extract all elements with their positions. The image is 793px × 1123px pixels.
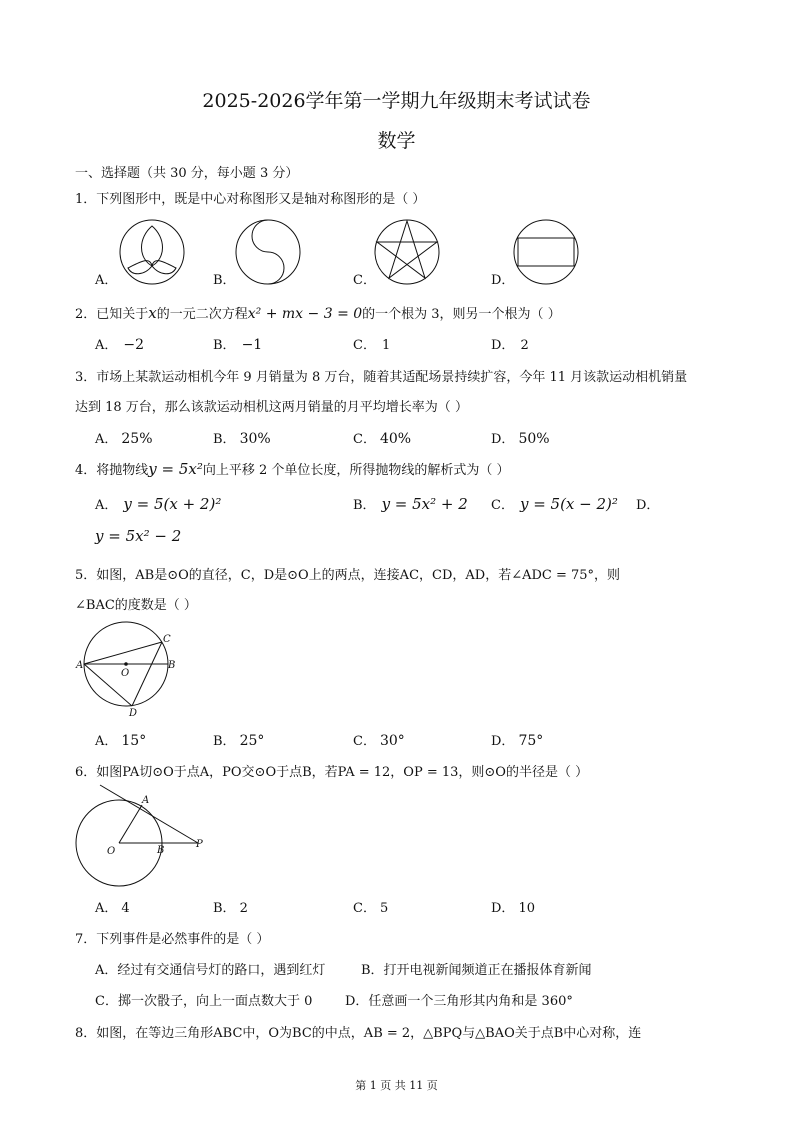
q2-stem — [75, 303, 561, 322]
q6-label-o: O — [107, 846, 116, 857]
q2-option-a: A． −2 — [95, 337, 145, 353]
q6-option-b: B． 2 — [213, 901, 248, 916]
q5-line2: ∠BAC的度数是（ ） — [75, 598, 197, 613]
q1-figure-a-icon — [118, 218, 188, 288]
q7-stem: 7．下列事件是必然事件的是（ ） — [75, 932, 270, 947]
exam-title: 2025-2026学年第一学期九年级期末考试试卷 — [202, 90, 591, 112]
q6-figure — [70, 785, 220, 895]
q6-option-c: C． 5 — [353, 901, 389, 916]
q3-option-d: D． 50% — [491, 431, 550, 447]
q3-line2: 达到 18 万台，那么该款运动相机这两月销量的月平均增长率为（ ） — [75, 400, 468, 415]
q1-figure-b-icon — [236, 218, 306, 288]
q1-option-b: B． — [213, 273, 236, 288]
q1-option-d: D． — [491, 273, 515, 288]
q2-option-b: B． −1 — [213, 337, 263, 353]
q4-option-b: B． y = 5x² + 2 — [353, 495, 468, 513]
q5-label-d: D — [129, 708, 138, 719]
q5-label-o: O — [121, 668, 130, 679]
q5-label-a: A — [76, 660, 84, 671]
q4-stem: 4．将抛物线y = 5x²向上平移 2 个单位长度，所得抛物线的解析式为（ ） — [75, 460, 510, 478]
q5-figure — [70, 620, 190, 720]
q1-option-a: A． — [95, 273, 118, 288]
q6-label-p: P — [196, 839, 203, 850]
q3-option-b: B． 30% — [213, 431, 271, 447]
q3-option-a: A． 25% — [95, 431, 153, 447]
q2-option-c: C． 1 — [353, 338, 391, 353]
q5-option-b: B． 25° — [213, 733, 265, 749]
q1-option-c: C． — [353, 273, 376, 288]
q4-option-d-label: D． — [636, 498, 660, 513]
q7-option-d: D．任意画一个三角形其内角和是 360° — [345, 994, 573, 1009]
page-footer: 第 1 页 共 11 页 — [355, 1079, 438, 1092]
q6-option-d: D． 10 — [491, 901, 535, 916]
q3-line1: 3．市场上某款运动相机今年 9 月销量为 8 万台，随着其适配场景持续扩容，今年 11 月该款运动相机销量 — [75, 370, 688, 385]
q8-line1: 8．如图，在等边三角形ABC中，O为BC的中点，AB = 2，△BPQ与△BAO关于点B中心对称，连 — [75, 1026, 642, 1041]
q5-option-d: D． 75° — [491, 733, 544, 749]
q6-label-a: A — [142, 795, 150, 806]
q5-label-c: C — [163, 634, 171, 645]
q5-label-b: B — [168, 660, 176, 671]
q6-label-b: B — [157, 845, 165, 856]
q5-option-c: C． 30° — [353, 733, 405, 749]
section-heading: 一、选择题（共 30 分，每小题 3 分） — [75, 166, 299, 181]
q1-figure-c-icon — [375, 218, 445, 288]
q5-line1: 5．如图，AB是⊙O的直径，C，D是⊙O上的两点，连接AC，CD，AD，若∠ADC = 75°，则 — [75, 568, 621, 583]
q3-option-c: C． 40% — [353, 431, 412, 447]
q2-var-x: x — [148, 304, 157, 322]
q6-option-a: A． 4 — [95, 901, 130, 916]
q1-figure-d-icon — [514, 218, 584, 288]
q2-equation: x² + mx − 3 = 0 — [247, 306, 363, 322]
subject-title: 数学 — [377, 130, 416, 152]
q1-stem: 1．下列图形中，既是中心对称图形又是轴对称图形的是（ ） — [75, 192, 426, 207]
q2-option-d: D． 2 — [491, 338, 529, 353]
q2-stem-c: 的一个根为 3，则另一个根为（ ） — [362, 307, 561, 322]
q4-option-a: A． y = 5(x + 2)² — [95, 495, 222, 513]
q4-option-d-value: y = 5x² − 2 — [95, 527, 182, 545]
q4-option-c: C． y = 5(x − 2)² — [491, 495, 618, 513]
q7-option-c: C．掷一次骰子，向上一面点数大于 0 — [95, 994, 313, 1009]
q4-func: y = 5x² — [148, 460, 203, 478]
q2-stem-b: 的一元二次方程 — [156, 307, 248, 322]
q6-line1: 6．如图PA切⊙O于点A，PO交⊙O于点B，若PA = 12，OP = 13，则⊙O的半径是（ ） — [75, 765, 589, 780]
q7-option-a: A．经过有交通信号灯的路口，遇到红灯 — [95, 963, 326, 978]
q7-option-b: B．打开电视新闻频道正在播报体育新闻 — [361, 963, 592, 978]
q2-stem-a: 2．已知关于 — [75, 307, 149, 322]
q5-option-a: A． 15° — [95, 733, 147, 749]
